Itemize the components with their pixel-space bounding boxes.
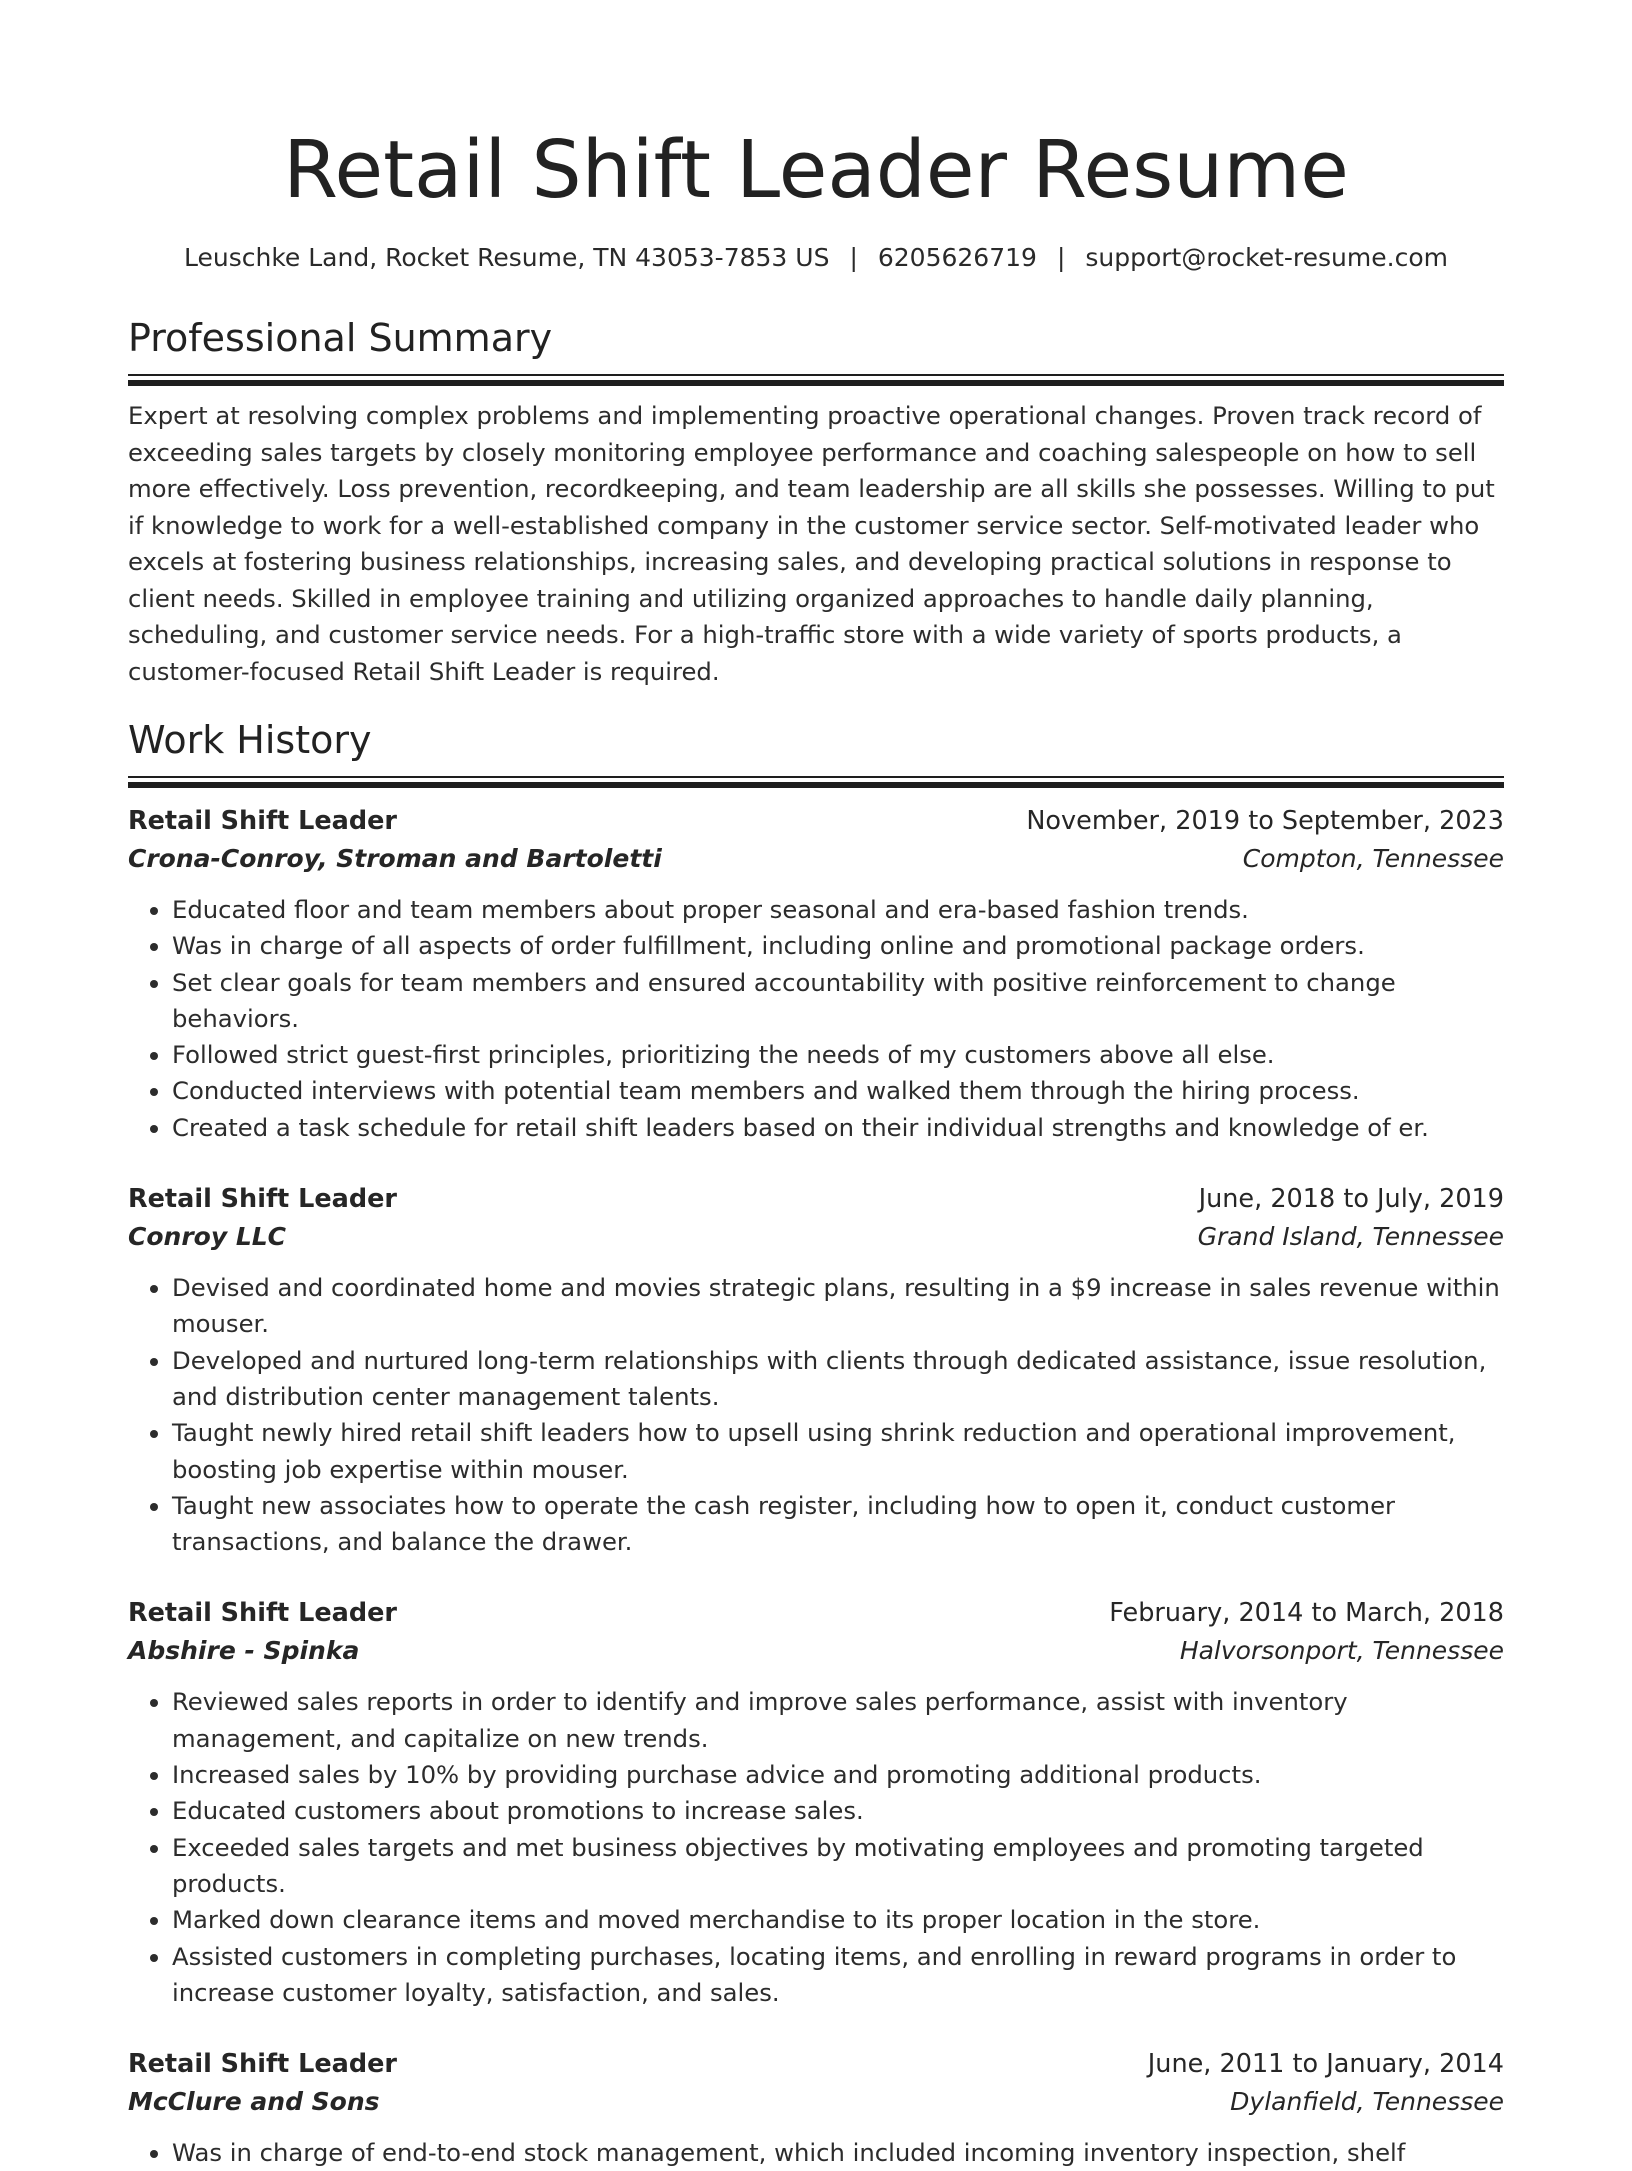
job-bullet: • Exceeded sales targets and met business objectives by motivating employees and promoting targeted products. xyxy=(172,1830,1504,1903)
job-bullet: • Devised and coordinated home and movies strategic plans, resulting in a $9 increase in sales revenue within mouser. xyxy=(172,1270,1504,1343)
job-title: Retail Shift Leader xyxy=(128,806,397,836)
work-history-list xyxy=(128,802,1504,2171)
job-company: Conroy LLC xyxy=(128,1222,287,1252)
summary-text: Expert at resolving complex problems and implementing proactive operational changes. Proven track record of exceeding sales targets by closely monitoring employee performance and coaching salespeople on how to sell more effectively. Loss prevention, recordkeeping, and team leadership are all skills she possesses. Willing to put if knowledge to work for a well-established company in the customer service sector. Self-motivated leader who excels at fostering business relationships, increasing sales, and developing practical solutions in response to client needs. Skilled in employee training and utilizing organized approaches to handle daily planning, scheduling, and customer service needs. For a high-traffic store with a wide variety of sports products, a customer-focused Retail Shift Leader is required. xyxy=(128,401,1495,686)
job-title: Retail Shift Leader xyxy=(128,1184,397,1215)
job-dates: June, 2011 to January, 2014 xyxy=(1147,2049,1504,2080)
job-bullets xyxy=(128,1684,1504,2011)
job-company-row xyxy=(128,2083,1504,2121)
contact-email: support@rocket-resume.com xyxy=(1085,243,1448,272)
job-bullet: • Developed and nurtured long-term relationships with clients through dedicated assistance, issue resolution, and distribution center management talents. xyxy=(172,1343,1504,1416)
job-bullet: • Conducted interviews with potential team members and walked them through the hiring process. xyxy=(172,1073,1504,1109)
job-bullets xyxy=(128,2135,1504,2171)
job-entry xyxy=(128,2045,1504,2171)
job-header-row xyxy=(128,1180,1504,1218)
job-company: Abshire - Spinka xyxy=(128,1636,360,1666)
job-location: Halvorsonport, Tennessee xyxy=(1179,1636,1504,1666)
job-entry xyxy=(128,802,1504,1146)
resume-page xyxy=(128,0,1504,2171)
job-company-row xyxy=(128,840,1504,878)
section-divider xyxy=(128,776,1504,788)
job-bullet: • Educated floor and team members about proper seasonal and era-based fashion trends. xyxy=(172,892,1504,928)
job-bullet: • Increased sales by 10% by providing purchase advice and promoting additional products. xyxy=(172,1757,1504,1793)
job-company: McClure and Sons xyxy=(128,2087,380,2117)
job-bullet: • Reviewed sales reports in order to identify and improve sales performance, assist with inventory management, and capitalize on new trends. xyxy=(172,1684,1504,1757)
job-bullet: • Set clear goals for team members and ensured accountability with positive reinforcement to change behaviors. xyxy=(172,965,1504,1038)
contact-line xyxy=(128,240,1504,276)
job-dates: November, 2019 to September, 2023 xyxy=(1026,806,1504,836)
job-bullet: • Was in charge of end-to-end stock management, which included incoming inventory inspection, shelf xyxy=(172,2135,1504,2171)
job-entry xyxy=(128,1180,1504,1560)
job-bullet: • Taught new associates how to operate the cash register, including how to open it, conduct customer transactions, and balance the drawer. xyxy=(172,1488,1504,1561)
job-entry xyxy=(128,1594,1504,2011)
job-header-row xyxy=(128,1594,1504,1632)
contact-phone: 6205626719 xyxy=(877,243,1037,272)
job-bullet: • Marked down clearance items and moved merchandise to its proper location in the store. xyxy=(172,1902,1504,1938)
section-divider xyxy=(128,374,1504,386)
job-location: Compton, Tennessee xyxy=(1242,844,1504,873)
job-title: Retail Shift Leader xyxy=(128,2049,397,2080)
contact-address: Leuschke Land, Rocket Resume, TN 43053-7853 US xyxy=(184,243,830,272)
contact-separator: | xyxy=(849,243,858,272)
job-bullets xyxy=(128,892,1504,1146)
job-header-row xyxy=(128,2045,1504,2083)
job-company-row xyxy=(128,1632,1504,1670)
job-bullets xyxy=(128,1270,1504,1560)
job-header-row xyxy=(128,802,1504,840)
contact-separator: | xyxy=(1056,243,1066,272)
job-bullet: • Assisted customers in completing purchases, locating items, and enrolling in reward programs in order to increase customer loyalty, satisfaction, and sales. xyxy=(172,1939,1504,2012)
job-dates: June, 2018 to July, 2019 xyxy=(1198,1184,1504,1215)
job-location: Grand Island, Tennessee xyxy=(1197,1222,1504,1252)
section-title-work-history: Work History xyxy=(128,718,372,762)
job-bullet: • Educated customers about promotions to increase sales. xyxy=(172,1793,1504,1829)
job-location: Dylanfield, Tennessee xyxy=(1230,2087,1504,2117)
job-title: Retail Shift Leader xyxy=(128,1598,397,1629)
job-dates: February, 2014 to March, 2018 xyxy=(1109,1598,1504,1629)
job-bullet: • Taught newly hired retail shift leaders how to upsell using shrink reduction and operational improvement, boosting job expertise within mouser. xyxy=(172,1415,1504,1488)
job-company: Crona-Conroy, Stroman and Bartoletti xyxy=(128,844,662,873)
job-bullet: • Created a task schedule for retail shift leaders based on their individual strengths and knowledge of er. xyxy=(172,1110,1504,1146)
job-company-row xyxy=(128,1218,1504,1256)
job-bullet: • Was in charge of all aspects of order fulfillment, including online and promotional package orders. xyxy=(172,928,1504,964)
section-title-summary: Professional Summary xyxy=(128,316,553,360)
resume-title: Retail Shift Leader Resume xyxy=(283,124,1349,216)
job-bullet: • Followed strict guest-first principles, prioritizing the needs of my customers above all else. xyxy=(172,1037,1504,1073)
